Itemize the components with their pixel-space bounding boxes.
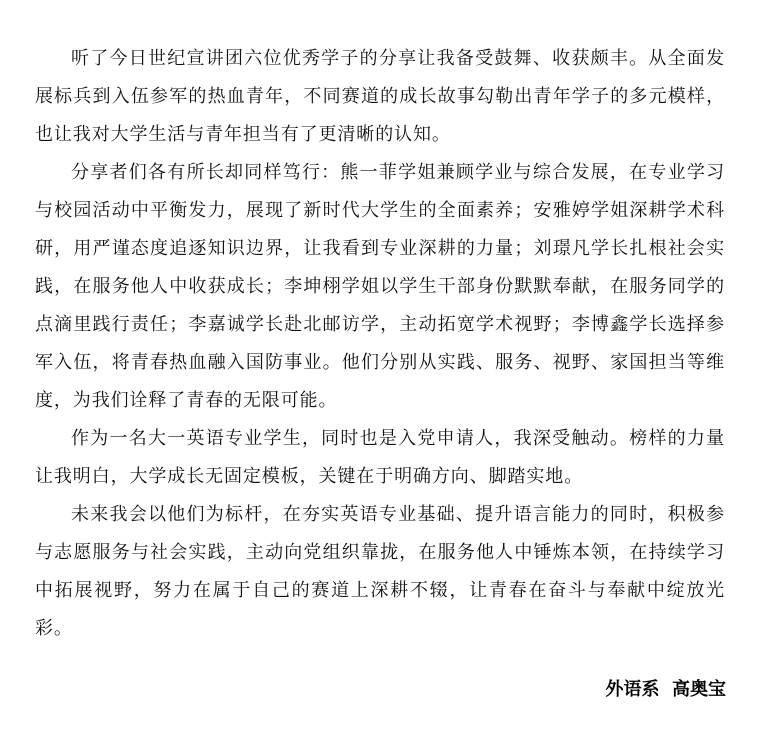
article-body bbox=[35, 40, 725, 648]
author-signature: 外语系 高奥宝 bbox=[605, 679, 726, 700]
paragraph-2: 分享者们各有所长却同样笃行：熊一菲学姐兼顾学业与综合发展，在专业学习与校园活动中平衡发力，展现了新时代大学生的全面素养；安雅婷学姐深耕学术科研，用严谨态度追逐知识边界，让我看到专业深耕的力量；刘璟凡学长扎根社会实践，在服务他人中收获成长；李坤栩学姐以学生干部身份默默奉献，在服务同学的点滴里践行责任；李嘉诚学长赴北邮访学，主动拓宽学术视野；李博鑫学长选择参军入伍，将青春热血融入国防事业。他们分别从实践、服务、视野、家国担当等维度，为我们诠释了青春的无限可能。 bbox=[35, 162, 725, 411]
paragraph-3: 作为一名大一英语专业学生，同时也是入党申请人，我深受触动。榜样的力量让我明白，大学成长无固定模板，关键在于明确方向、脚踏实地。 bbox=[35, 428, 725, 487]
paragraph-4: 未来我会以他们为标杆，在夯实英语专业基础、提升语言能力的同时，积极参与志愿服务与社会实践，主动向党组织靠拢，在服务他人中锤炼本领，在持续学习中拓展视野，努力在属于自己的赛道上深耕不辍，让青春在奋斗与奉献中绽放光彩。 bbox=[35, 504, 725, 639]
paragraph-1: 听了今日世纪宣讲团六位优秀学子的分享让我备受鼓舞、收获颇丰。从全面发展标兵到入伍参军的热血青年，不同赛道的成长故事勾勒出青年学子的多元模样，也让我对大学生活与青年担当有了更清晰的认知。 bbox=[35, 48, 725, 145]
